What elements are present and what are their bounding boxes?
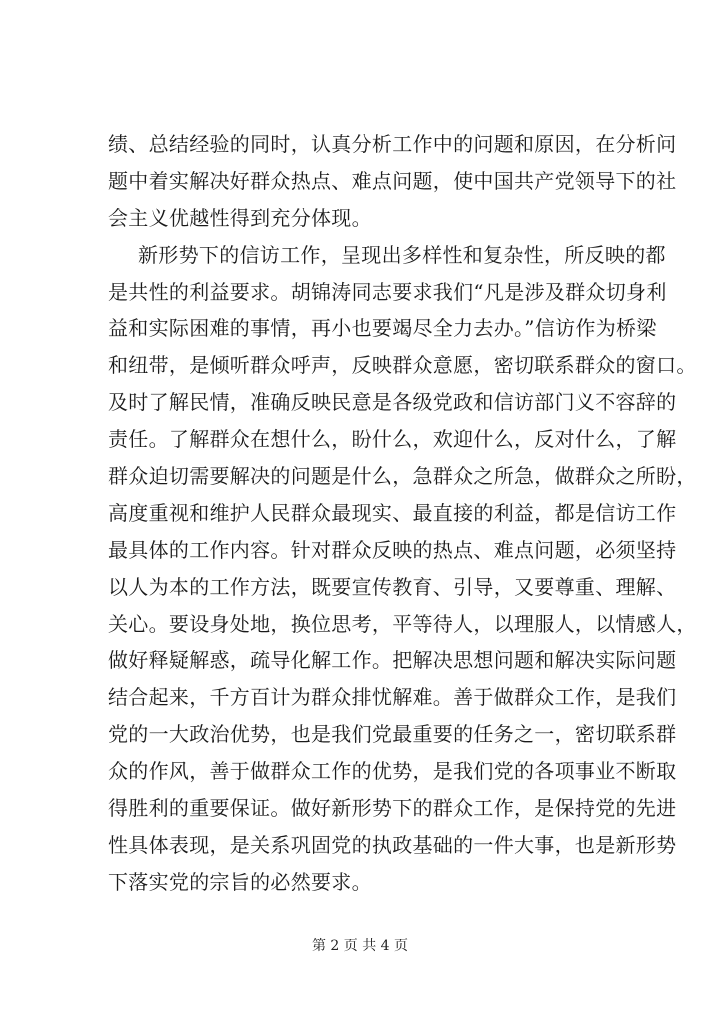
text-line: 责任。了解群众在想什么，盼什么，欢迎什么，反对什么，了解 [108, 427, 677, 452]
text-line: 下落实党的宗旨的必然要求。 [108, 869, 372, 894]
text-line: 和纽带，是倾听群众呼声，反映群众意愿，密切联系群众的窗口。 [108, 353, 697, 378]
page-number-footer: 第 2 页 共 4 页 [311, 938, 409, 954]
text-line: 益和实际困难的事情，再小也要竭尽全力去办。”信访作为桥梁 [108, 316, 657, 341]
text-line: 群众迫切需要解决的问题是什么，急群众之所急，做群众之所盼， [108, 464, 697, 489]
text-line: 会主义优越性得到充分体现。 [108, 205, 372, 230]
text-line: 做好释疑解惑，疏导化解工作。把解决思想问题和解决实际问题 [108, 648, 677, 673]
paragraph-first-line: 新形势下的信访工作，呈现出多样性和复杂性，所反映的都 [138, 242, 666, 267]
text-line: 是共性的利益要求。胡锦涛同志要求我们“凡是涉及群众切身利 [108, 279, 667, 304]
text-line: 高度重视和维护人民群众最现实、最直接的利益，都是信访工作 [108, 500, 677, 525]
text-line: 党的一大政治优势，也是我们党最重要的任务之一，密切联系群 [108, 722, 677, 747]
text-line: 关心。要设身处地，换位思考，平等待人，以理服人，以情感人， [108, 611, 697, 636]
text-line: 性具体表现，是关系巩固党的执政基础的一件大事，也是新形势 [108, 832, 677, 857]
text-line: 结合起来，千方百计为群众排忧解难。善于做群众工作，是我们 [108, 685, 677, 710]
text-line: 以人为本的工作方法，既要宣传教育、引导，又要尊重、理解、 [108, 574, 677, 599]
text-line: 题中着实解决好群众热点、难点问题，使中国共产党领导下的社 [108, 168, 677, 193]
text-line: 绩、总结经验的同时，认真分析工作中的问题和原因，在分析问 [108, 132, 677, 156]
text-line: 众的作风，善于做群众工作的优势，是我们党的各项事业不断取 [108, 759, 677, 784]
text-line: 得胜利的重要保证。做好新形势下的群众工作，是保持党的先进 [108, 796, 677, 821]
body-text [108, 126, 697, 901]
text-line: 最具体的工作内容。针对群众反映的热点、难点问题，必须坚持 [108, 537, 677, 562]
text-line: 及时了解民情，准确反映民意是各级党政和信访部门义不容辞的 [108, 390, 677, 415]
